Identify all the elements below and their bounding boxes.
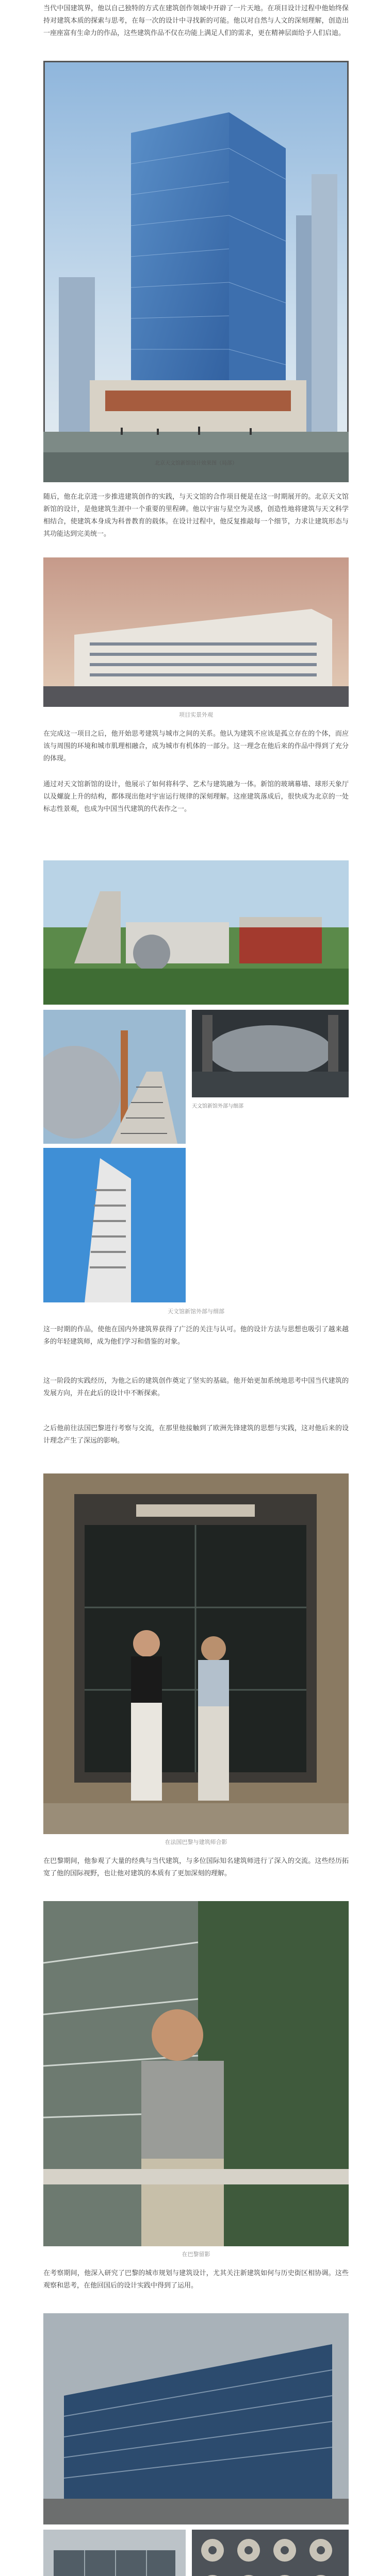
caption-2: 项目实景外观 — [179, 712, 213, 718]
grid-caption: 天文馆新馆外部与细部 — [192, 1104, 243, 1109]
portrait-illustration — [43, 1901, 349, 2246]
paris-doorway-photo — [43, 1473, 349, 1834]
paris-doorway-illustration — [43, 1473, 349, 1834]
rendering-image — [43, 61, 349, 482]
pattern-detail-photo — [192, 2530, 349, 2576]
tower-detail-photo — [43, 1148, 186, 1302]
interior-dome-photo — [192, 1010, 349, 1097]
paragraph-7: 之后他前往法国巴黎进行考察与交流，在那里他接触到了欧洲先锋建筑的思想与实践，这对他后来的设计理念产生了深远的影响。 — [43, 1424, 349, 1444]
intro-paragraph: 当代中国建筑界，他以自己独特的方式在建筑创作领域中开辟了一片天地。在项目设计过程中他始终保持对建筑本质的探索与思考，在每一次的设计中寻找新的可能。他以对自然与人文的深刻理解，创造出一座座富有生命力的作品，这些建筑作品不仅在功能上满足人们的需求，更在精神层面给予人们启迪。 — [43, 4, 349, 37]
rendering-illustration — [43, 61, 349, 482]
paragraph-5: 这一时期的作品，使他在国内外建筑界获得了广泛的关注与认可。他的设计方法与思想也吸引了越来越多的年轻建筑师，成为他们学习和借鉴的对象。 — [43, 1325, 349, 1345]
aerial-photo — [43, 860, 349, 1005]
dome-stairs-illustration — [43, 1010, 186, 1144]
paragraph-6: 这一阶段的实践经历，为他之后的建筑创作奠定了坚实的基础。他开始更加系统地思考中国当代建筑的发展方向，并在此后的设计中不断探索。 — [43, 1377, 349, 1397]
paragraph-3: 在完成这一项目之后，他开始思考建筑与城市之间的关系。他认为建筑不应该是孤立存在的个体，而应该与周围的环境和城市肌理相融合，成为城市有机体的一部分。这一理念在他后来的作品中得到了充分的体现。 — [43, 730, 349, 762]
interior-dome-illustration — [192, 1010, 349, 1097]
facade-illustration — [43, 2530, 186, 2576]
caption-3: 天文馆新馆外部与细部 — [168, 1309, 224, 1315]
building-photo — [43, 557, 349, 707]
dome-stairs-photo — [43, 1010, 186, 1144]
tower-detail-illustration — [43, 1148, 186, 1302]
rendering-inline-caption: 北京天文馆新馆设计效果图（局部） — [155, 461, 237, 466]
aerial-photo-illustration — [43, 860, 349, 1005]
paragraph-8: 在巴黎期间，他参观了大量的经典与当代建筑，与多位国际知名建筑师进行了深入的交流。这些经历拓宽了他的国际视野，也让他对建筑的本质有了更加深刻的理解。 — [43, 1857, 349, 1877]
caption-5: 在巴黎留影 — [182, 2251, 210, 2258]
glass-building-photo — [43, 2313, 349, 2524]
pattern-detail-illustration — [192, 2530, 349, 2576]
portrait-photo — [43, 1901, 349, 2246]
glass-building-illustration — [43, 2313, 349, 2524]
caption-4: 在法国巴黎与建筑师合影 — [165, 1839, 227, 1845]
facade-photo — [43, 2530, 186, 2576]
paragraph-2: 随后，他在北京进一步推进建筑创作的实践，与天文馆的合作项目便是在这一时期展开的。北京天文馆新馆的设计，是他建筑生涯中一个重要的里程碑。他以宇宙与星空为灵感，创造性地将建筑与天文科学相结合，使建筑本身成为科普教育的载体。在设计过程中，他反复推敲每一个细节，力求让建筑形态与其功能达到完美统一。 — [43, 493, 349, 537]
building-photo-illustration — [43, 557, 349, 707]
paragraph-9: 在考察期间，他深入研究了巴黎的城市规划与建筑设计，尤其关注新建筑如何与历史街区相协调。这些观察和思考，在他回国后的设计实践中得到了运用。 — [43, 2269, 349, 2289]
paragraph-4: 通过对天文馆新馆的设计，他展示了如何将科学、艺术与建筑融为一体。新馆的玻璃幕墙、球形天象厅以及螺旋上升的结构，都体现出他对宇宙运行规律的深刻理解。这座建筑落成后，很快成为北京的一处标志性景观，也成为中国当代建筑的代表作之一。 — [43, 780, 349, 812]
